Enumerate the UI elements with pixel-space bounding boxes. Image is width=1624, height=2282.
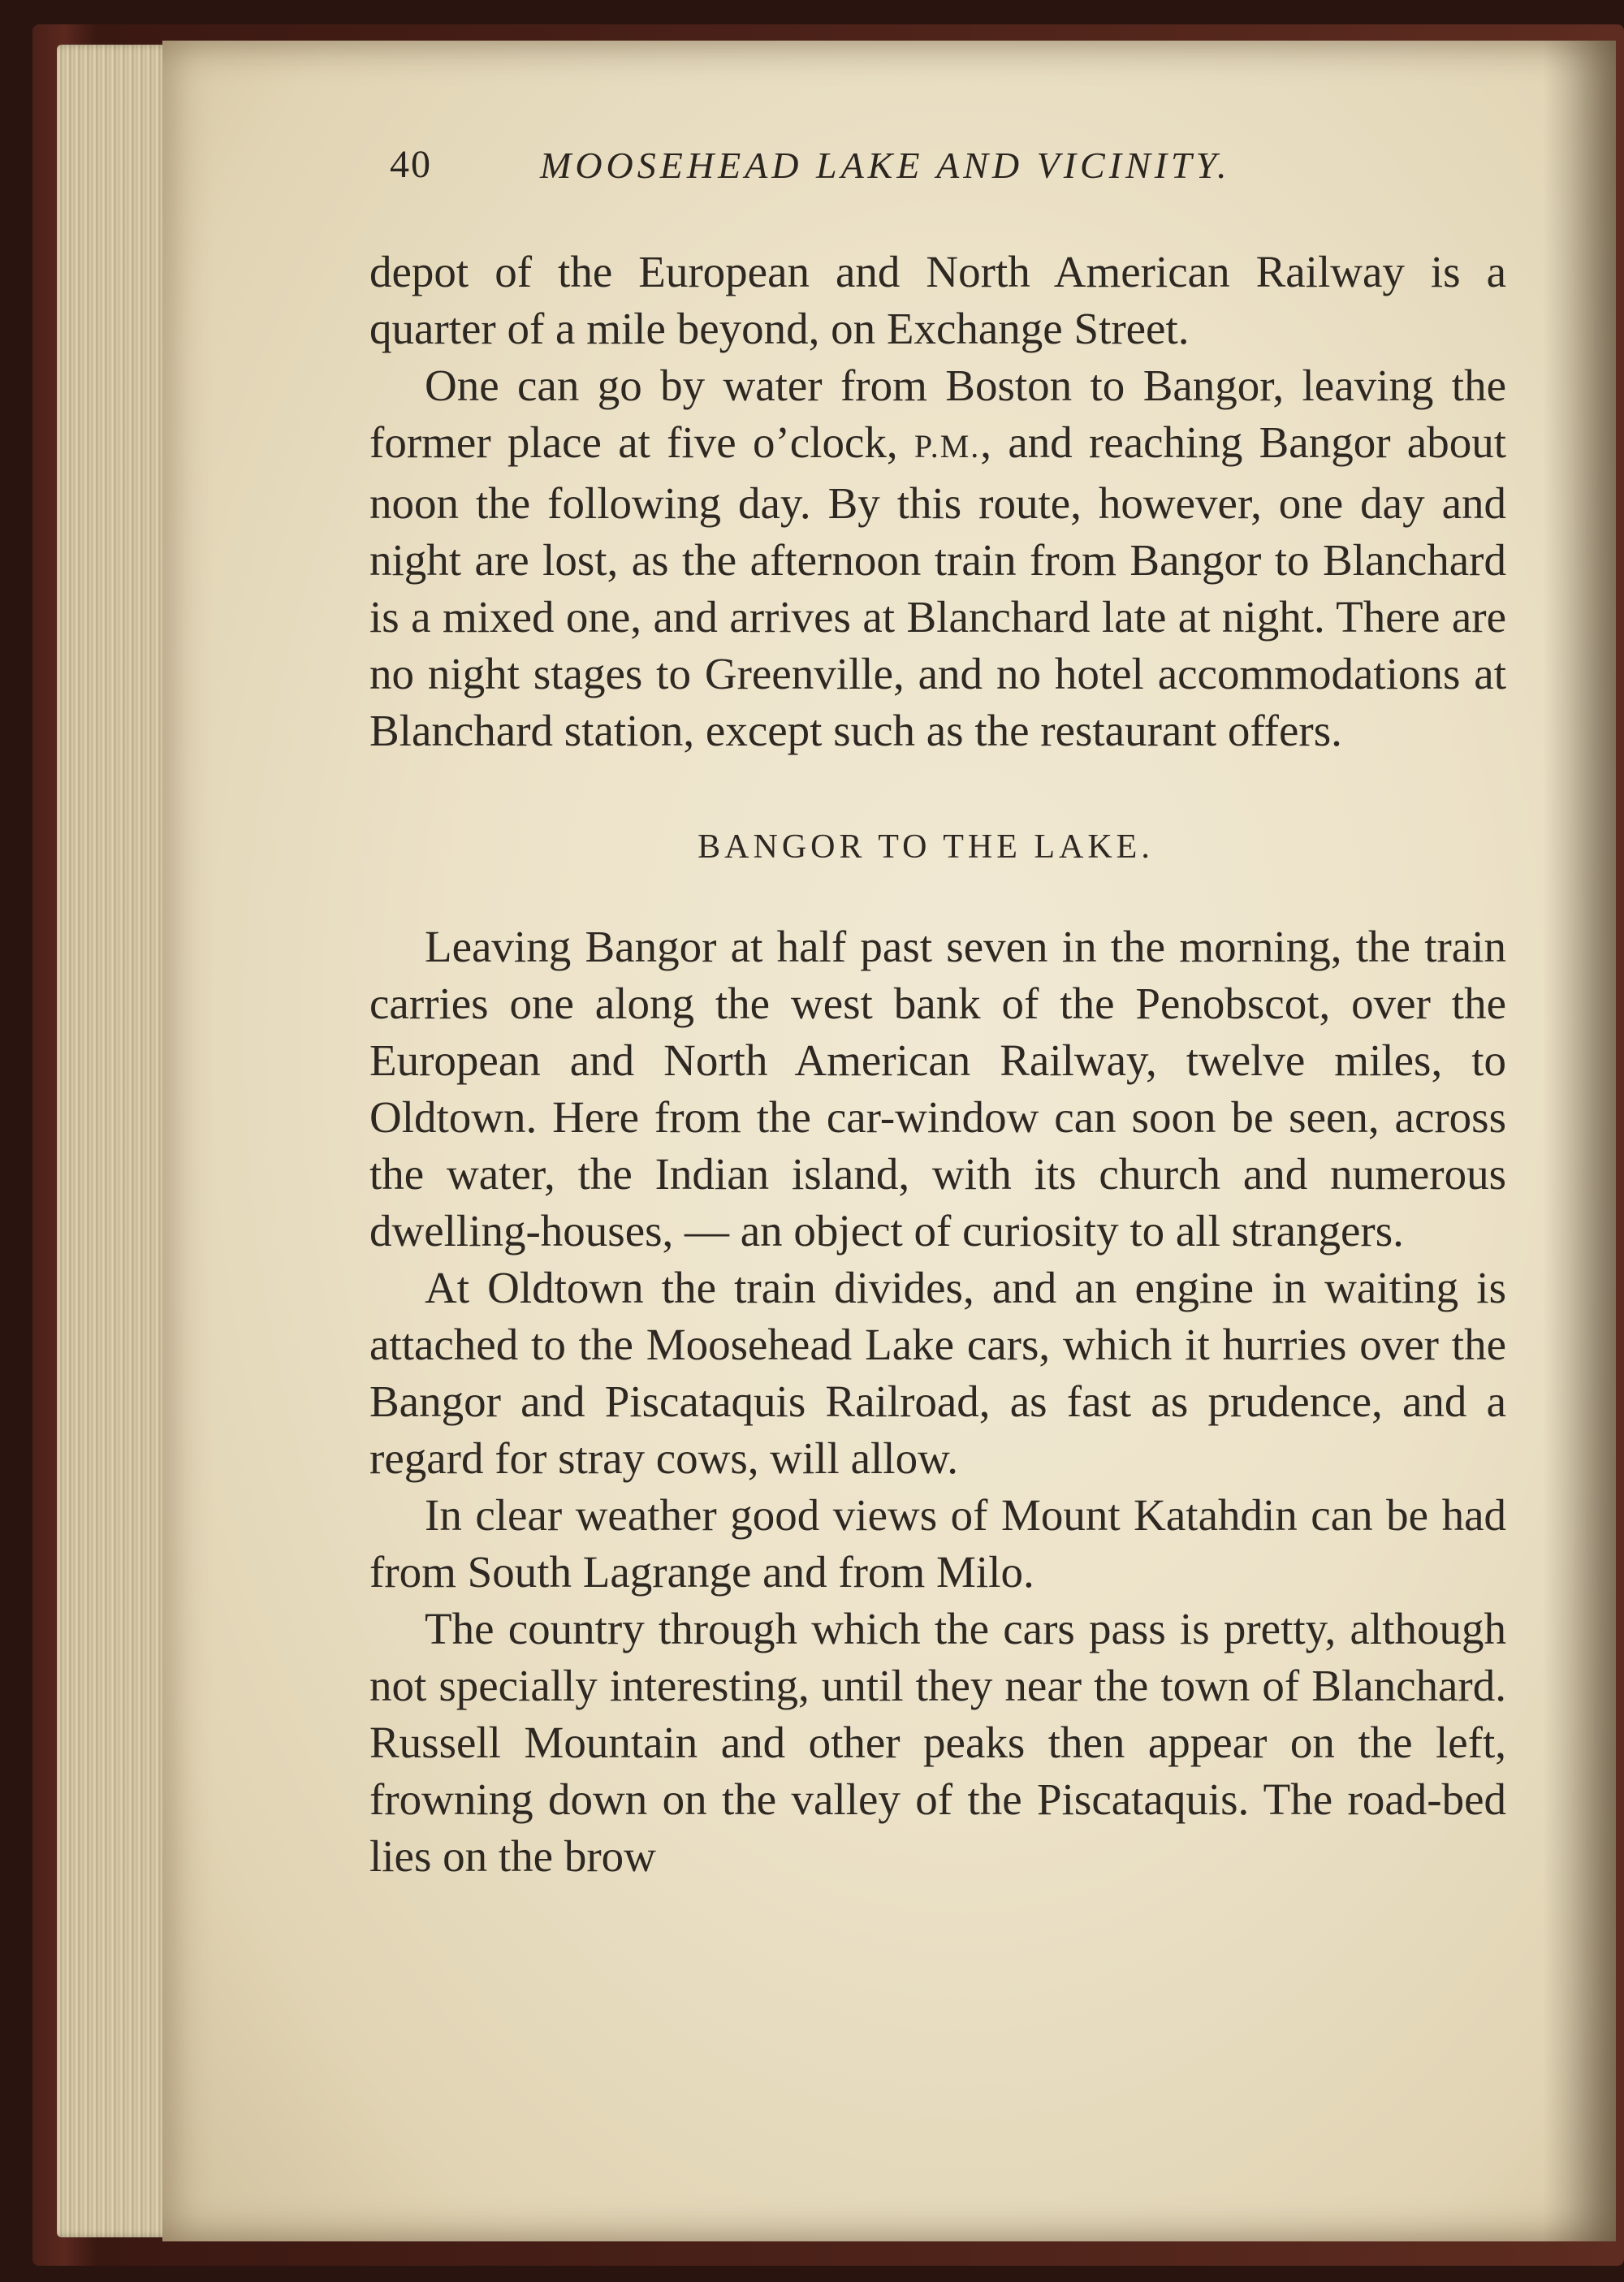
running-head: MOOSEHEAD LAKE AND VICINITY. — [540, 145, 1231, 186]
paragraph-3: Leaving Bangor at half past seven in the morning, the train carries one along the west bank of the Penobscot, over the European and North American Railway, twelve miles, to Oldtown. Here from the car-window can soon be seen, across the water, the Indian island, with its church and numerous dwelling-houses, — an object of curiosity to all strangers. — [369, 922, 1506, 1256]
paragraph-6: The country through which the cars pass is pretty, although not specially interesting, until they near the town of Blanchard. Russell Mountain and other peaks then appear on the left, frowning down on the valley of the Piscataquis. The road-bed lies on the brow — [369, 1604, 1506, 1881]
paragraph-4: At Oldtown the train divides, and an engine in waiting is attached to the Moosehead Lake cars, which it hurries over the Bangor and Piscataquis Railroad, as fast as prudence, and a regard for stray cows, will allow. — [369, 1263, 1506, 1483]
paragraph-5: In clear weather good views of Mount Katahdin can be had from South Lagrange and from Milo. — [369, 1490, 1506, 1597]
paragraph-2-start: One can go by water from Boston to Bangor, leaving the former place at five o’clock, — [369, 361, 1506, 467]
paragraph-1: depot of the European and North American Railway is a quarter of a mile beyond, on Exchange Street. — [369, 247, 1506, 353]
paragraph-2-end: , and reaching Bangor about noon the following day. By this route, however, one day and night are lost, as the afternoon train from Bangor to Blanchard is a mixed one, and arrives at Blanchard late at night. There are no night stages to Greenville, and no hotel accommodations at Blanchard station, except such as the restaurant offers. — [369, 417, 1506, 755]
time-abbrev: P.M. — [914, 428, 981, 465]
section-heading: BANGOR TO THE LAKE. — [698, 828, 1154, 866]
body-text — [369, 244, 1506, 1885]
page-number: 40 — [390, 143, 432, 186]
page-header — [390, 142, 1413, 207]
paragraph-2 — [369, 357, 1506, 759]
